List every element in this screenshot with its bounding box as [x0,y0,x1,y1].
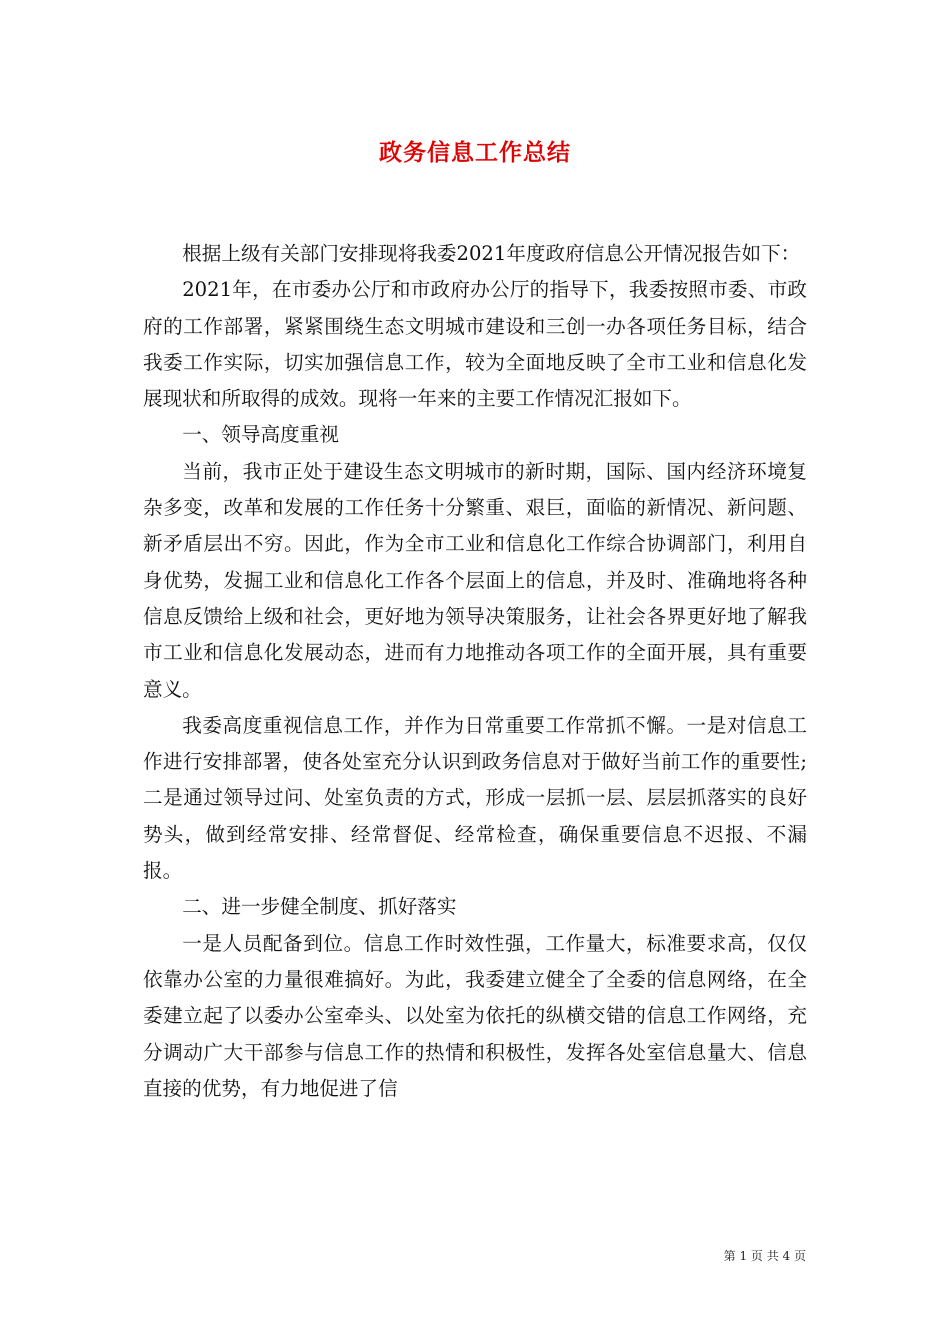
page-footer [724,1247,806,1264]
document-title: 政务信息工作总结 [379,139,571,166]
paragraph-overview: 2021年，在市委办公厅和市政府办公厅的指导下，我委按照市委、市政府的工作部署，紧紧围绕生态文明城市建设和三创一办各项任务目标，结合我委工作实际，切实加强信息工作，较为全面地反映了全市工业和信息化发展现状和所取得的成效。现将一年来的主要工作情况汇报如下。 [143,278,807,411]
paragraph-context: 当前，我市正处于建设生态文明城市的新时期，国际、国内经济环境复杂多变，改革和发展的工作任务十分繁重、艰巨，面临的新情况、新问题、新矛盾层出不穷。因此，作为全市工业和信息化工作综合协调部门，利用自身优势，发掘工业和信息化工作各个层面上的信息，并及时、准确地将各种信息反馈给上级和社会，更好地为领导决策服务，让社会各界更好地了解我市工业和信息化发展动态，进而有力地推动各项工作的全面开展，具有重要意义。 [143,459,807,701]
paragraph-staffing: 一是人员配备到位。信息工作时效性强，工作量大，标准要求高，仅仅依靠办公室的力量很难搞好。为此，我委建立健全了全委的信息网络，在全委建立起了以委办公室牵头、以处室为依托的纵横交错的信息工作网络，充分调动广大干部参与信息工作的热情和积极性，发挥各处室信息量大、信息直接的优势，有力地促进了信 [143,931,807,1100]
section-heading-2: 二、进一步健全制度、抓好落实 [182,895,457,919]
document-body [143,236,807,1107]
paragraph-leadership: 我委高度重视信息工作，并作为日常重要工作常抓不懈。一是对信息工作进行安排部署，使各处室充分认识到政务信息对于做好当前工作的重要性;二是通过领导过问、处室负责的方式，形成一层抓一层、层层抓落实的良好势头，做到经常安排、经常督促、经常检查，确保重要信息不迟报、不漏报。 [143,713,807,883]
section-heading-1: 一、领导高度重视 [182,423,339,447]
page-number-label: 第 1 页 共 4 页 [723,1249,806,1263]
paragraph-intro: 根据上级有关部门安排现将我委2021年度政府信息公开情况报告如下： [182,242,801,265]
